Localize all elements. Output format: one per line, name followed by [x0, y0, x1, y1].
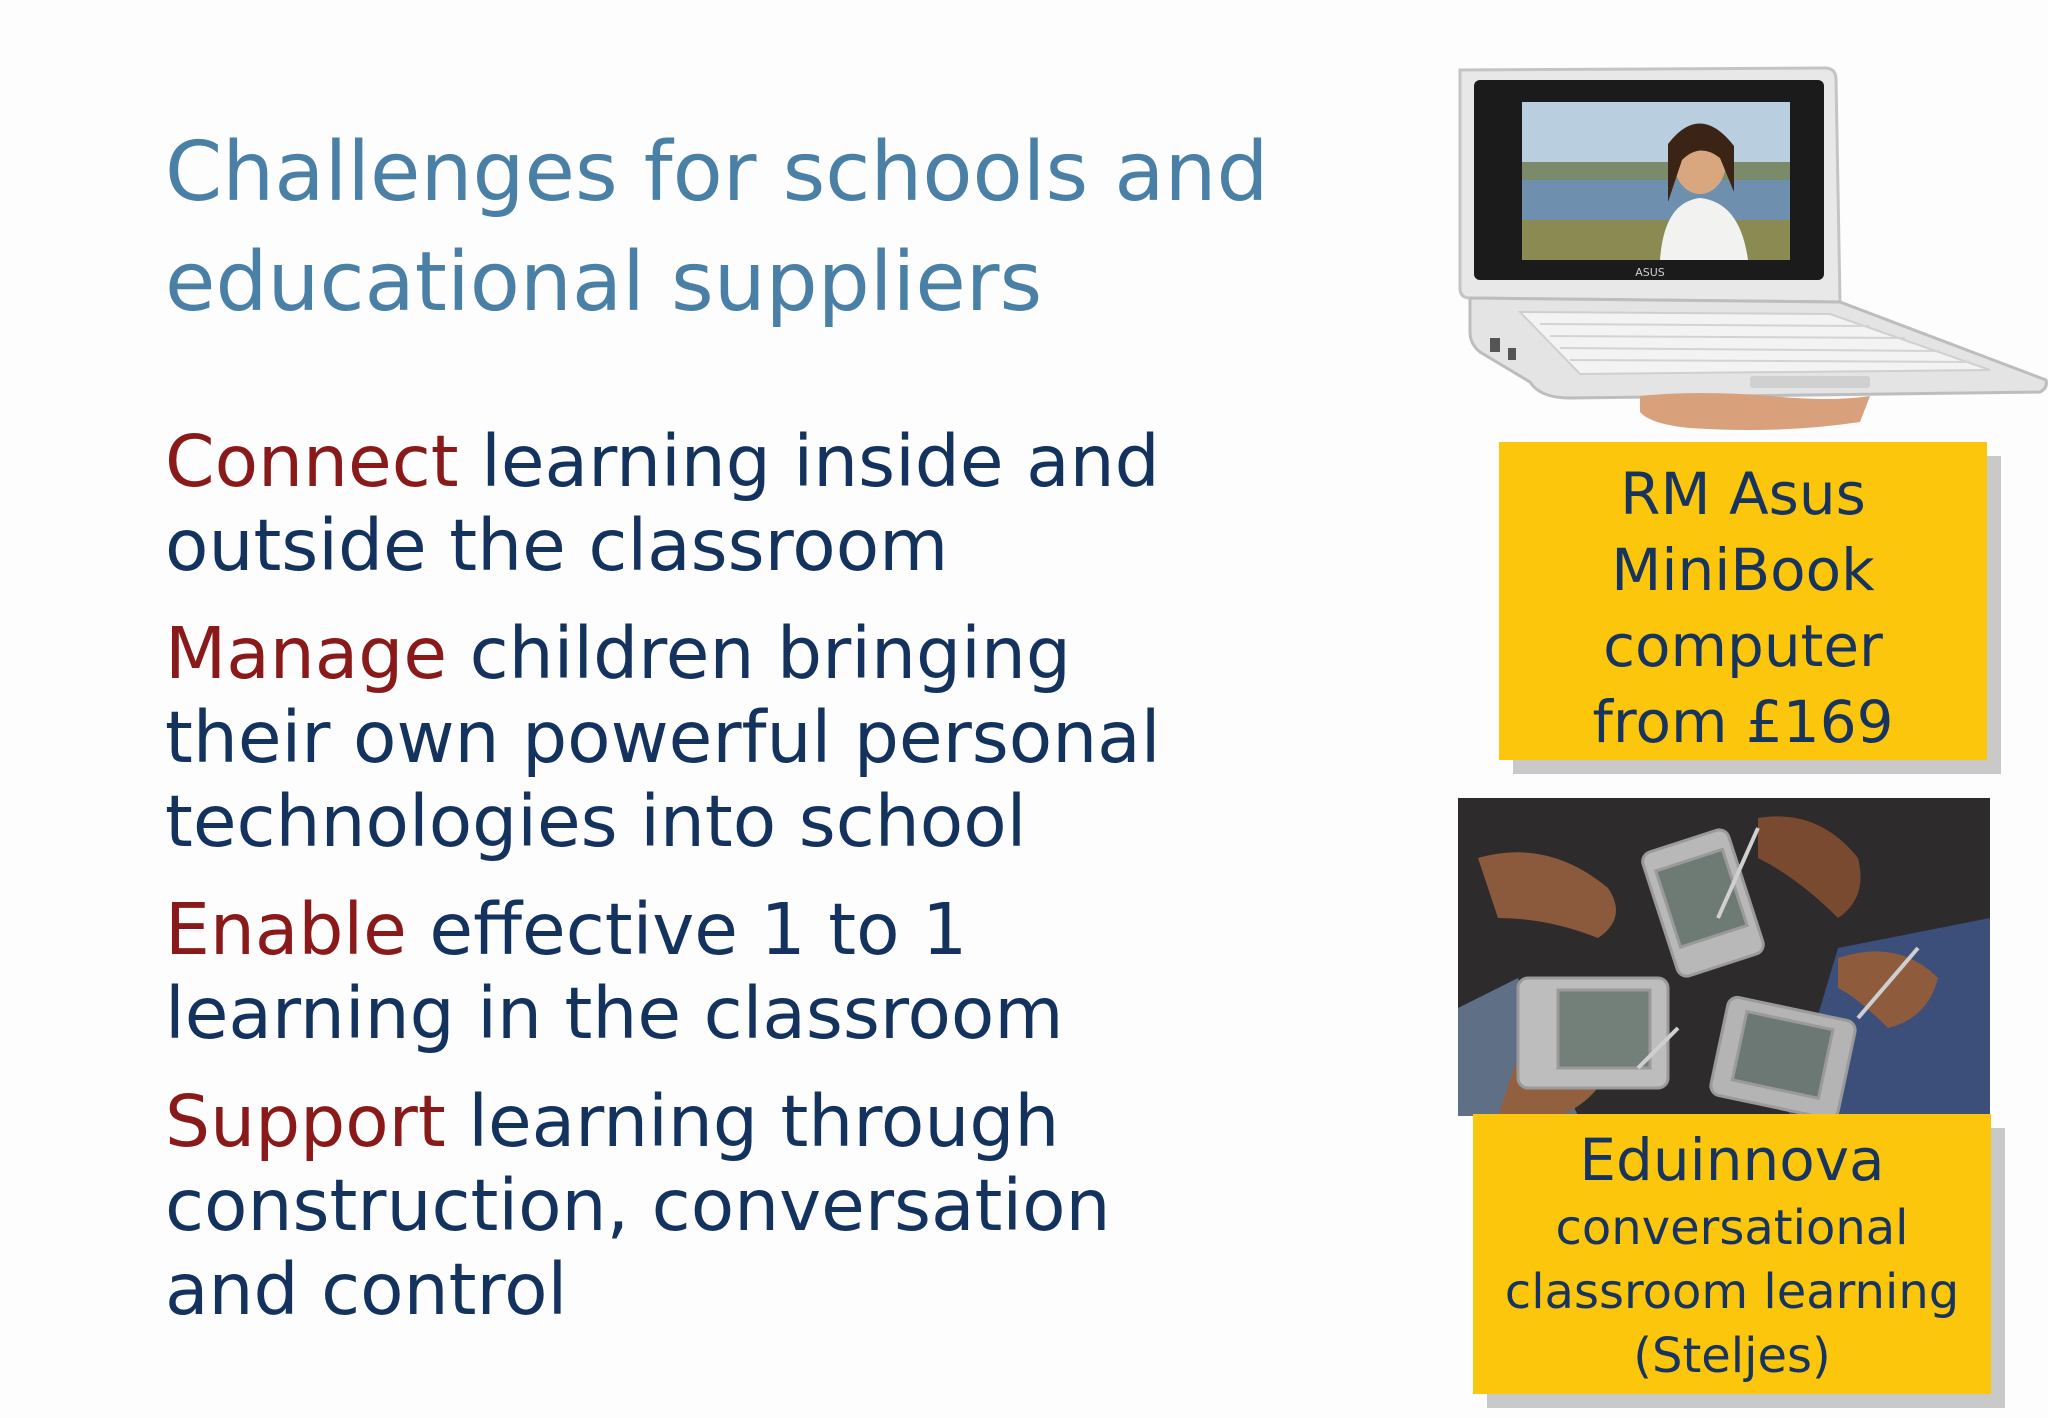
laptop-illustration	[1450, 62, 2048, 440]
pda-caption	[1473, 1114, 1991, 1394]
challenge-keyword: Connect	[165, 420, 459, 503]
challenge-line: technologies into school	[165, 780, 1027, 863]
challenge-line	[165, 888, 1465, 972]
pda-caption-line: conversational	[1555, 1200, 1909, 1256]
pda-photo	[1458, 798, 1990, 1116]
challenge-support	[165, 1080, 1465, 1332]
challenge-connect	[165, 420, 1465, 588]
challenge-line	[165, 1080, 1465, 1164]
challenge-text: learning through	[445, 1080, 1060, 1163]
challenge-line	[165, 420, 1465, 504]
challenge-line: outside the classroom	[165, 504, 949, 587]
laptop-caption-line: RM Asus	[1620, 460, 1866, 528]
title-line-2: educational suppliers	[165, 235, 1043, 330]
pda-caption-title: Eduinnova	[1579, 1126, 1885, 1194]
challenge-list	[165, 420, 1465, 1356]
challenge-text: learning inside and	[458, 420, 1160, 503]
challenge-manage	[165, 612, 1465, 864]
laptop-brand-text: ASUS	[1635, 266, 1665, 279]
laptop-caption-line: MiniBook	[1611, 536, 1875, 604]
laptop-image	[1450, 62, 2048, 440]
laptop-caption-line: computer	[1603, 612, 1883, 680]
challenge-enable	[165, 888, 1465, 1056]
challenge-line	[165, 612, 1465, 696]
challenge-line: and control	[165, 1248, 568, 1331]
challenge-keyword: Support	[165, 1080, 446, 1163]
challenge-line: construction, conversation	[165, 1164, 1111, 1247]
laptop-caption-line: from £169	[1592, 688, 1894, 756]
challenge-line: their own powerful personal	[165, 696, 1161, 779]
title-line-1: Challenges for schools and	[165, 125, 1269, 220]
pda-illustration	[1458, 798, 1990, 1116]
pda-caption-line: classroom learning	[1504, 1264, 1960, 1320]
challenge-text: effective 1 to 1	[406, 888, 968, 971]
pda-caption-line: (Steljes)	[1633, 1328, 1831, 1384]
challenge-keyword: Enable	[165, 888, 407, 971]
challenge-keyword: Manage	[165, 612, 448, 695]
challenge-line: learning in the classroom	[165, 972, 1064, 1055]
laptop-caption	[1499, 442, 1987, 760]
slide-title	[165, 118, 1405, 338]
challenge-text: children bringing	[447, 612, 1071, 695]
